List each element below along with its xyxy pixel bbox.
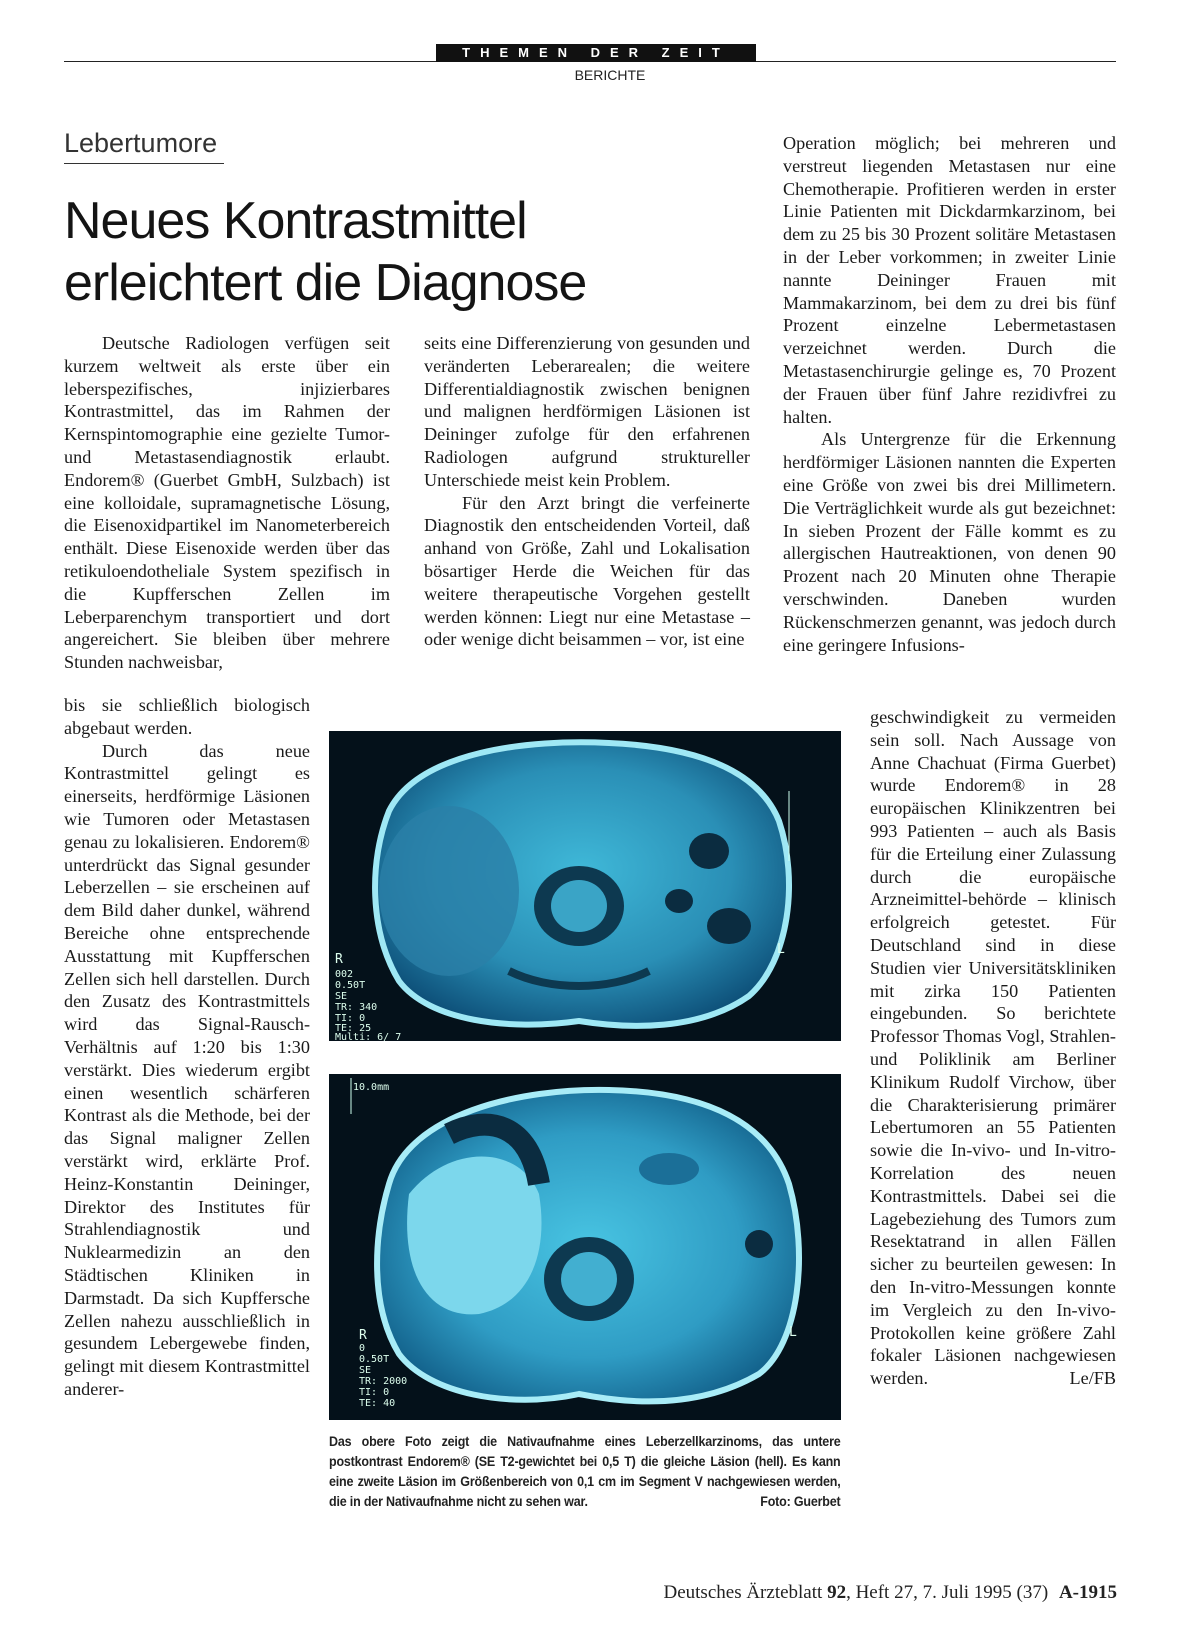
label-l: L (777, 942, 785, 957)
footer-journal: Deutsches Ärzteblatt (663, 1582, 823, 1603)
label-multi: Multi: 6/ 7 (335, 1032, 402, 1041)
footer-volume: 92 (827, 1582, 847, 1603)
headline-line-2: erleichtert die Diagnose (64, 254, 587, 312)
label-seq: SE (335, 991, 348, 1002)
label-series-2: 0 (359, 1343, 366, 1354)
label-field: 0.50T (335, 980, 366, 991)
label-te: TE: 25 (335, 1023, 372, 1034)
col2-paragraph-1: seits eine Differenzierung von gesunden und veränderten Leberarealen; die weitere Differentialdiagnostik zwischen benignen und malignen herdförmigen Läsionen ist Deininger zufolge für den erfahrenen Radiologen aufgrund struktureller Unterschiede meist kein Problem. (424, 333, 750, 490)
section-label: BERICHTE (574, 67, 646, 83)
column-3 (783, 132, 1116, 656)
label-series: 002 (335, 969, 354, 980)
column-1-narrow (64, 694, 310, 1401)
article-headline (64, 190, 724, 314)
column-3-narrow (870, 706, 1116, 1390)
col3-paragraph-2-end (870, 706, 1116, 1390)
mri-image-native (329, 731, 841, 1041)
col1-paragraph-1: Deutsche Radiologen verfügen seit kurzem weltweit als erste über ein leberspezifisches, injizierbares Kontrastmittel, das im Rahmen der Kernspintomographie eine gezielte Tumor- und Metastasendiagnostik erlaubt. Endorem® (Guerbet GmbH, Sulzbach) ist eine kolloidale, supramagnetische Lösung, die Eisenoxidpartikel im Nanometerbereich enthält. Diese Eisenoxide werden über das retikuloendotheliale System spezifisch in die Kupfferschen Zellen im Leberparenchym transportiert und dort angereichert. Sie bleiben über mehrere Stunden nachweisbar, (64, 333, 390, 673)
label-tr-2: TR: 2000 (359, 1376, 408, 1387)
caption-text: Das obere Foto zeigt die Nativaufnahme eines Leberzellkarzinoms, das untere postkontrast Endorem® (SE T2-gewichtet bei 0,5 T) die gleiche Läsion (hell). Es kann eine zweite Läsion im Größenbereich von 0,1 cm im Segment V nachgewiesen werden, die in der Nativaufnahme nicht zu sehen war. (329, 1434, 841, 1509)
label-l-2: L (789, 1325, 797, 1340)
column-1 (64, 332, 390, 674)
article-kicker: Lebertumore (64, 128, 224, 164)
label-ti: TI: 0 (335, 1013, 366, 1024)
col2-paragraph-2: Für den Arzt bringt die verfeinerte Diagnostik den entscheidenden Vorteil, daß anhand von Größe, Zahl und Lokalisation bösartiger Herde die Weichen für das weitere therapeutische Vorgehen gestellt werden können: Liegt nur eine Metastase – oder wenige dicht beisammen – vor, ist eine (424, 492, 750, 650)
page-footer (664, 1582, 1118, 1604)
label-tr: TR: 340 (335, 1002, 378, 1013)
label-r-2: R (359, 1328, 367, 1343)
mri-image-contrast (329, 1074, 841, 1420)
col3-paragraph-2: Als Untergrenze für die Erkennung herdförmiger Läsionen nannten die Experten eine Größe von zwei bis drei Millimetern. Die Verträglichkeit wurde als gut bezeichnet: In sieben Prozent der Fälle kommt es zu allergischen Hautreaktionen, von denen 90 Prozent nach 20 Minuten ohne Therapie verschwinden. Daneben wurden Rückenschmerzen genannt, was jedoch durch eine geringere Infusions- (783, 429, 1116, 655)
header-band: THEMEN DER ZEIT (436, 44, 756, 62)
footer-issue: , Heft 27, 7. Juli 1995 (37) (846, 1582, 1049, 1603)
label-field-2: 0.50T (359, 1354, 390, 1365)
footer-page-number: A-1915 (1058, 1582, 1117, 1603)
col3-paragraph-2-end-text: geschwindigkeit zu vermeiden sein soll. Nach Aussage von Anne Chachuat (Firma Guerbet) wurde Endorem® in 28 europäischen Klinikzentren bei 993 Patienten – auch als Basis für die Erteilung einer Zulassung durch die europäische Arzneimittel-behörde – klinisch erfolgreich getestet. Für Deutschland sind in diese Studien vier Universitätskliniken mit zirka 150 Patienten eingebunden. So berichtete Professor Thomas Vogl, Strahlen- und Poliklinik am Berliner Klinikum Rudolf Virchow, über die Charakterisierung primärer Lebertumoren an 55 Patienten sowie die In-vivo- und In-vitro-Korrelation des neuen Kontrastmittels. Dabei sei die Lagebeziehung des Tumors zum Resektatrand in allen Fällen sicher zu beurteilen gewesen: In den In-vitro-Messungen konnte im Vergleich zu den In-vivo-Protokollen keine größere Zahl fokaler Läsionen nachgewiesen werden. (870, 707, 1116, 1389)
col3-paragraph-1: Operation möglich; bei mehreren und verstreut liegenden Metastasen nur eine Chemotherapie. Profitieren werden in erster Linie Patienten mit Dickdarmkarzinom, bei dem zu 25 bis 30 Prozent solitäre Metastasen in der Leber vorkommen; in zweiter Linie nannte Deininger Frauen mit Mammakarzinom, bei dem zu drei bis fünf Prozent einzelne Lebermetastasen verzeichnet werden. Durch die Metastasenchirurgie gelinge es, 70 Prozent der Frauen über fünf Jahre rezidivfrei zu halten. (783, 133, 1116, 427)
mri-native-svg (329, 731, 841, 1041)
col1-paragraph-2: Durch das neue Kontrastmittel gelingt es einerseits, herdförmige Läsionen wie Tumoren oder Metastasen genau zu lokalisieren. Endorem® unterdrückt das Signal gesunder Leberzellen – sie erscheinen auf dem Bild daher dunkel, während Bereiche ohne entsprechende Ausstattung mit Kupfferschen Zellen sich hell darstellen. Durch den Zusatz des Kontrastmittels wird das Signal-Rausch-Verhältnis auf 1:20 bis 1:30 verstärkt. Dies wiederum ergibt einen wesentlich schärferen Kontrast als die Methode, bei der das Signal maligner Zellen verstärkt wird, erklärte Prof. Heinz-Konstantin Deininger, Direktor des Institutes für Strahlendiagnostik und Nuklearmedizin an den Städtischen Kliniken in Darmstadt. Da sich Kupffersche Zellen nahezu ausschließlich in gesundem Lebergewebe finden, gelingt mit diesem Kontrastmittel anderer- (64, 740, 310, 1399)
label-ti-2: TI: 0 (359, 1387, 390, 1398)
photo-credit: Foto: Guerbet (760, 1494, 841, 1509)
label-seq-2: SE (359, 1365, 372, 1376)
label-r: R (335, 952, 343, 967)
author-signature: Le/FB (1069, 1368, 1116, 1389)
headline-line-1: Neues Kontrastmittel (64, 192, 527, 250)
figure-caption (329, 1432, 841, 1512)
column-2 (424, 332, 750, 651)
label-scale: 10.0mm (353, 1082, 390, 1093)
label-te-2: TE: 40 (359, 1398, 396, 1409)
mri-contrast-svg (329, 1074, 841, 1420)
col1-paragraph-1-end: bis sie schließlich biologisch abgebaut werden. (64, 695, 310, 738)
